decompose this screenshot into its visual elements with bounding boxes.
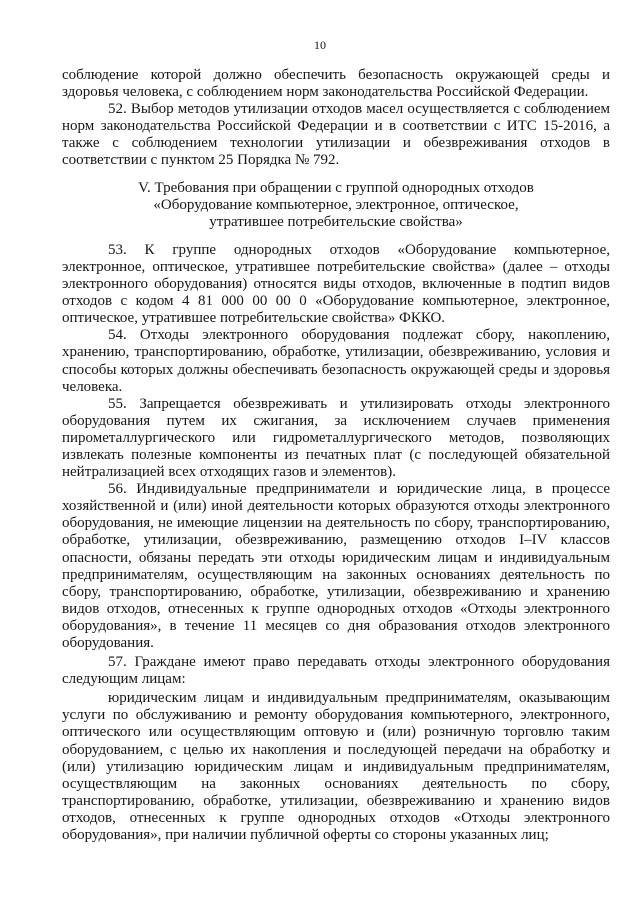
section-heading <box>62 180 610 231</box>
paragraph-54: 54. Отходы электронного оборудования подлежат сбору, накоплению, хранению, транспортированию, обработке, утилизации, обезвреживанию, условия и способы которых должны обеспечивать безопасность окружающей среды и здоровья человека. <box>62 327 610 395</box>
section-heading-line-2: «Оборудование компьютерное, электронное, оптическое, <box>153 196 519 213</box>
page-number: 10 <box>314 38 326 52</box>
paragraph-53: 53. К группе однородных отходов «Оборудование компьютерное, электронное, оптическое, утратившее потребительские свойства» (далее – отходы электронного оборудования) относятся виды отходов, включенные в подтип видов отходов с кодом 4 81 000 00 00 0 «Оборудование компьютерное, электронное, оптическое, утратившее потребительские свойства» ФККО. <box>62 241 610 327</box>
paragraph-57: 57. Граждане имеют право передавать отходы электронного оборудования следующим лицам: <box>62 654 610 688</box>
document-body <box>62 67 610 844</box>
paragraph-55: 55. Запрещается обезвреживать и утилизировать отходы электронного оборудования путем их сжигания, за исключением случаев применения пирометаллургического или гидрометаллургического методов, позволяющих извлекать полезные компоненты из печатных плат (с последующей обязательной нейтрализацией всех отходящих газов и элементов). <box>62 395 610 481</box>
section-heading-line-1: V. Требования при обращении с группой однородных отходов <box>138 179 534 196</box>
section-heading-line-3: утратившее потребительские свойства» <box>209 213 463 230</box>
paragraph-52: 52. Выбор методов утилизации отходов масел осуществляется с соблюдением норм законодательства Российской Федерации и в соответствии с ИТС 15-2016, а также с соблюдением технологии утилизации и обезвреживания отходов в соответствии с пунктом 25 Порядка № 792. <box>62 101 610 169</box>
paragraph-57-item-1: юридическим лицам и индивидуальным предпринимателям, оказывающим услуги по обслуживанию и ремонту оборудования компьютерного, электронного, оптического или осуществляющим оптовую и (или) розничную торговлю таким оборудованием, с целью их накопления и последующей передачи на обработку и (или) утилизацию юридическим лицам и индивидуальным предпринимателям, осуществляющим на законных основаниях деятельность по сбору, транспортированию, обработке, утилизации, обезвреживанию и хранению видов отходов, отнесенных к группе однородных отходов «Отходы электронного оборудования», при наличии публичной оферты со стороны указанных лиц; <box>62 690 610 844</box>
paragraph-56: 56. Индивидуальные предприниматели и юридические лица, в процессе хозяйственной и (или) иной деятельности которых образуются отходы электронного оборудования, не имеющие лицензии на деятельность по сбору, транспортированию, обработке, утилизации, обезвреживанию, размещению отходов I–IV классов опасности, обязаны передать эти отходы юридическим лицам и индивидуальным предпринимателям, осуществляющим на законных основаниях деятельность по сбору, транспортированию, обработке, утилизации, обезвреживанию и хранению видов отходов, отнесенных к группе однородных отходов «Отходы электронного оборудования», в течение 11 месяцев со дня образования отходов электронного оборудования. <box>62 481 610 651</box>
intro-paragraph: соблюдение которой должно обеспечить безопасность окружающей среды и здоровья человека, с соблюдением норм законодательства Российской Федерации. <box>62 67 610 101</box>
